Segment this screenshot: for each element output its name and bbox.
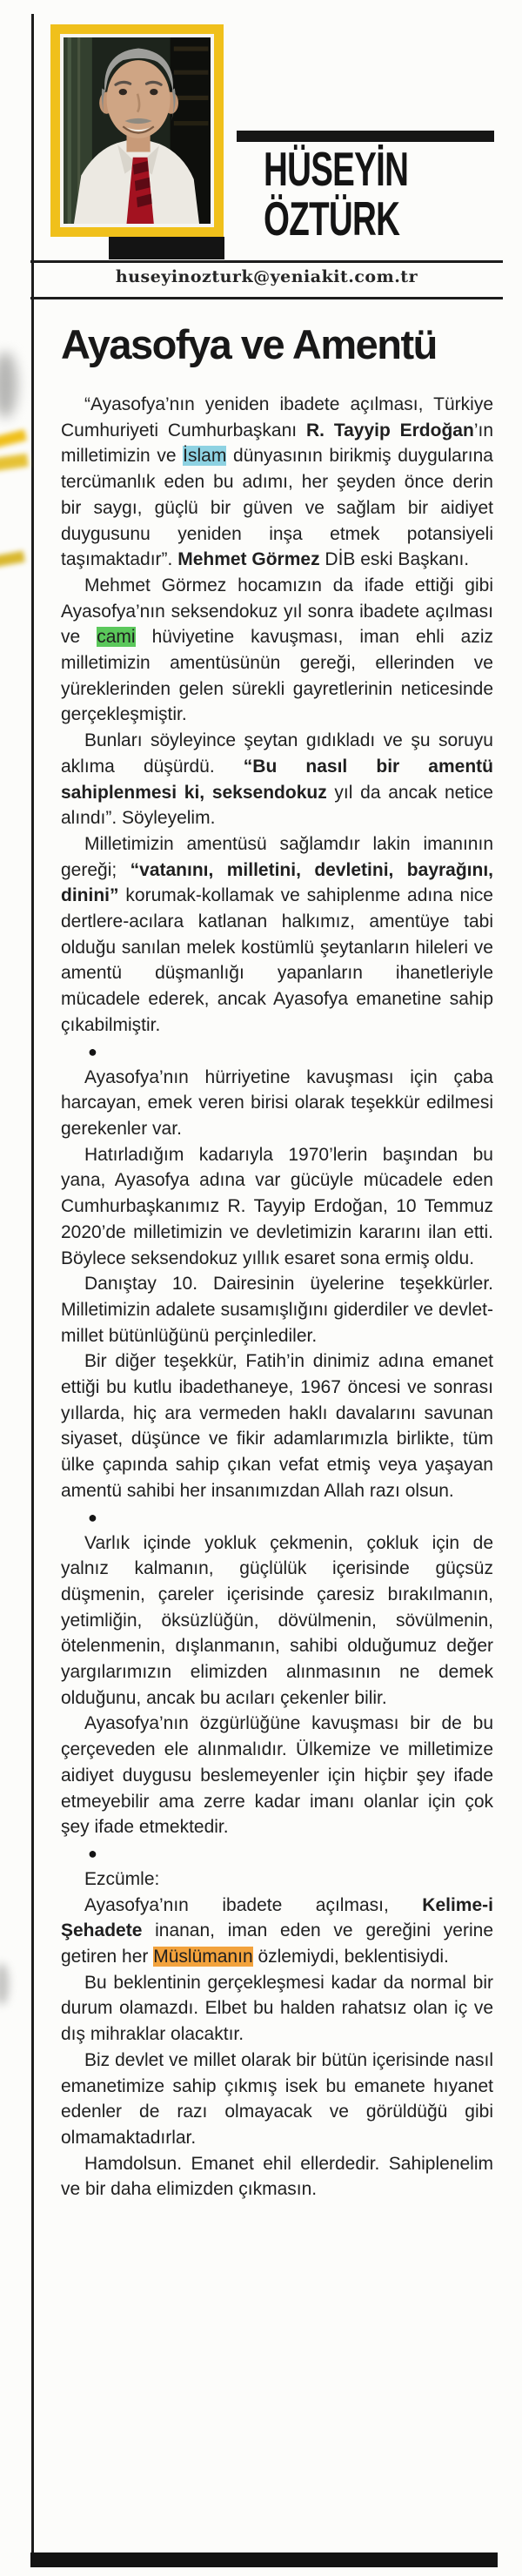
article-paragraph [61, 1866, 493, 1893]
author-name [264, 142, 409, 245]
scan-artifact [0, 454, 29, 472]
article-paragraph [61, 1711, 493, 1840]
bullet-separator: ● [88, 1042, 97, 1060]
text-segment: DİB eski Başkanı. [319, 549, 470, 570]
rule-below-email [30, 297, 503, 299]
scan-artifact [0, 429, 27, 449]
author-name-line1: HÜSEYİN [264, 142, 409, 196]
bullet-separator: ● [88, 1508, 97, 1526]
masthead-accent-bar [237, 131, 494, 142]
article-paragraph [61, 1142, 493, 1272]
highlighted-term: İslam [183, 446, 227, 467]
text-segment: “Ayasofya’nın yeniden ibadete açılması, Türkiye Cumhuriyeti Cumhurbaşkanı [61, 394, 493, 441]
text-segment: Biz devlet ve millet olarak bir bütün içerisinde nasıl emanetimize sahip çıkmış isek bu emanete hıyanet edenler de razı olmayacak ve görüldüğü gibi olmamaktadırlar. [61, 2049, 493, 2148]
text-segment: R. Tayyip Erdoğan [305, 420, 474, 441]
article-title: Ayasofya ve Amentü [61, 321, 437, 367]
scan-artifact [0, 551, 25, 568]
article-paragraph [61, 2048, 493, 2151]
text-segment: yıl da ancak netice alındı”. Söyleyelim. [61, 782, 493, 829]
text-segment: ’ın milletimizin ve [61, 420, 493, 467]
text-segment: özlemiydi, beklentisiydi. [252, 1947, 449, 1967]
text-segment: inanan, iman eden ve gereğini yerine getiren her [61, 1920, 493, 1967]
text-segment: Kelime-i Şehadete [61, 1894, 493, 1941]
text-segment: Bir diğer teşekkür, Fatih’in dinimiz adına emanet ettiği bu kutlu ibadethaneye, 1967 öncesi ve sonrası yıllarda, hiç ara vermeden haklı davalarını savunan siyaset, düşünce ve fikir adamlarımızla birlikte, tüm ülke çapında sahip çıkan vefat etmiş veya yaşayan amentü sahibi her insanımızdan Allah razı olsun. [61, 1351, 493, 1501]
photo-inner-border [60, 34, 214, 227]
article-paragraph [61, 392, 493, 573]
text-segment: hüviyetine kavuşması, iman ehli aziz milletimizin amentüsünün gereği, ellerinden ve yüreklerinden gelen sürekli gayretlerinin neticesinde gerçekleşmiştir. [61, 627, 493, 725]
rule-above-email [30, 260, 503, 263]
text-segment: Ayasofya’nın özgürlüğüne kavuşması bir de bu çerçeveden ele alınmalıdır. Ülkemize ve milletimize aidiyet duygusu beslemeyenler için hiçbir şey ifade etmeyebilir ama zerre kadar imanı olanlar için çok şey ifade etmektedir. [61, 1713, 493, 1838]
article-paragraph [61, 1349, 493, 1503]
article-body [61, 392, 493, 2203]
article-paragraph [61, 1271, 493, 1349]
author-portrait-illustration [64, 37, 211, 224]
photo-bottom-bar [109, 237, 224, 259]
left-column-rule [31, 14, 34, 2566]
text-segment: Hamdolsun. Emanet ehil ellerdedir. Sahiplenelim ve bir daha elimizden çıkmasın. [61, 2153, 493, 2200]
author-photo-frame [50, 24, 224, 237]
highlighted-term: cami [97, 627, 136, 648]
article-paragraph [61, 728, 493, 831]
text-segment: Mehmet Görmez [177, 549, 320, 570]
author-photo [64, 37, 211, 224]
text-segment: Ayasofya’nın hürriyetine kavuşması için çaba harcayan, emek veren birisi olarak teşekkür edilmesi gerekenler var. [61, 1066, 493, 1139]
article-paragraph [61, 573, 493, 728]
author-name-line2: ÖZTÜRK [264, 192, 400, 245]
text-segment: Varlık içinde yokluk çekmenin, çokluk için de yalnız kalmanın, güçlülük içerisinde güçsüz düşmenin, çareler içerisinde çaresiz bırakılmanın, yetimliğin, öksüzlüğün, dövülmenin, sövülmenin, ötelenmenin, dışlanmanın, sahibi olduğumuz değer yargılarımızın elimizden alınmasının ne demek olduğunu, ancak bu acıları çekenler bilir. [61, 1532, 493, 1708]
text-segment: Hatırladığım kadarıyla 1970’lerin başından bu yana, Ayasofya adına var gücüyle mücadele eden Cumhurbaşkanımız R. Tayyip Erdoğan, 10 Temmuz 2020’de milletimizin ve devletimizin kararını ilan etti. Böylece seksendokuz yıllık esaret sona ermiş oldu. [61, 1144, 493, 1268]
bullet-separator: ● [88, 1844, 97, 1862]
article-paragraph [61, 2151, 493, 2203]
article-paragraph [61, 1893, 493, 1970]
text-segment: Ezcümle: [84, 1868, 160, 1889]
text-segment: Milletimizin amentüsü sağlamdır lakin imanının gereği; [61, 833, 493, 880]
article-paragraph [61, 1970, 493, 2048]
text-segment: Bu beklentinin gerçekleşmesi kadar da normal bir durum olamazdı. Elbet bu halden rahatsız olan iç ve dış mihraklar olacaktır. [61, 1972, 493, 2045]
scan-artifact [0, 1963, 9, 2005]
text-segment: Bunları söyleyince şeytan gıdıkladı ve şu soruyu aklıma düşürdü. [61, 730, 493, 777]
text-segment: korumak-kollamak ve sahiplenme adına nice dertlere-acılara katlanan halkımız, amentüye tabi olduğu sanılan melek kostümlü şeytanların hileleri ve amentü düşmanlığı yapanların ihanetleriyle mücadele ederek, ancak Ayasofya emanetine sahip çıkabilmiştir. [61, 885, 493, 1035]
text-segment: “Bu nasıl bir amentü sahiplenmesi ki, seksendokuz [61, 756, 493, 803]
article-paragraph [61, 1530, 493, 1712]
bottom-rule-bar [30, 2552, 498, 2567]
text-segment: Danıştay 10. Dairesinin üyelerine teşekkürler. Milletimizin adalete susamışlığını giderdiler ve devlet-millet bütünlüğünü perçinlediler. [61, 1274, 493, 1346]
text-segment: Mehmet Görmez hocamızın da ifade ettiği gibi Ayasofya’nın seksendokuz yıl sonra ibadete açılması ve [61, 575, 493, 648]
scan-artifact [0, 352, 17, 418]
text-segment: “vatanını, milletini, devletini, bayrağını, dinini” [61, 859, 494, 906]
article-paragraph [61, 1065, 493, 1142]
article-paragraph [61, 831, 493, 1039]
author-email: huseyinozturk@yeniakit.com.tr [115, 267, 418, 286]
highlighted-term: Müslümanın [153, 1947, 253, 1967]
text-segment: Ayasofya’nın ibadete açılması, [84, 1894, 423, 1915]
text-segment: dünyasının birikmiş duygularına tercümanlık eden bu adımı, her şeyden önce derin bir saygı, güçlü bir güven ve sağlam bir aidiyet duygusunu yeniden inşa etmek potansiyeli taşımaktadır”. [61, 446, 493, 570]
